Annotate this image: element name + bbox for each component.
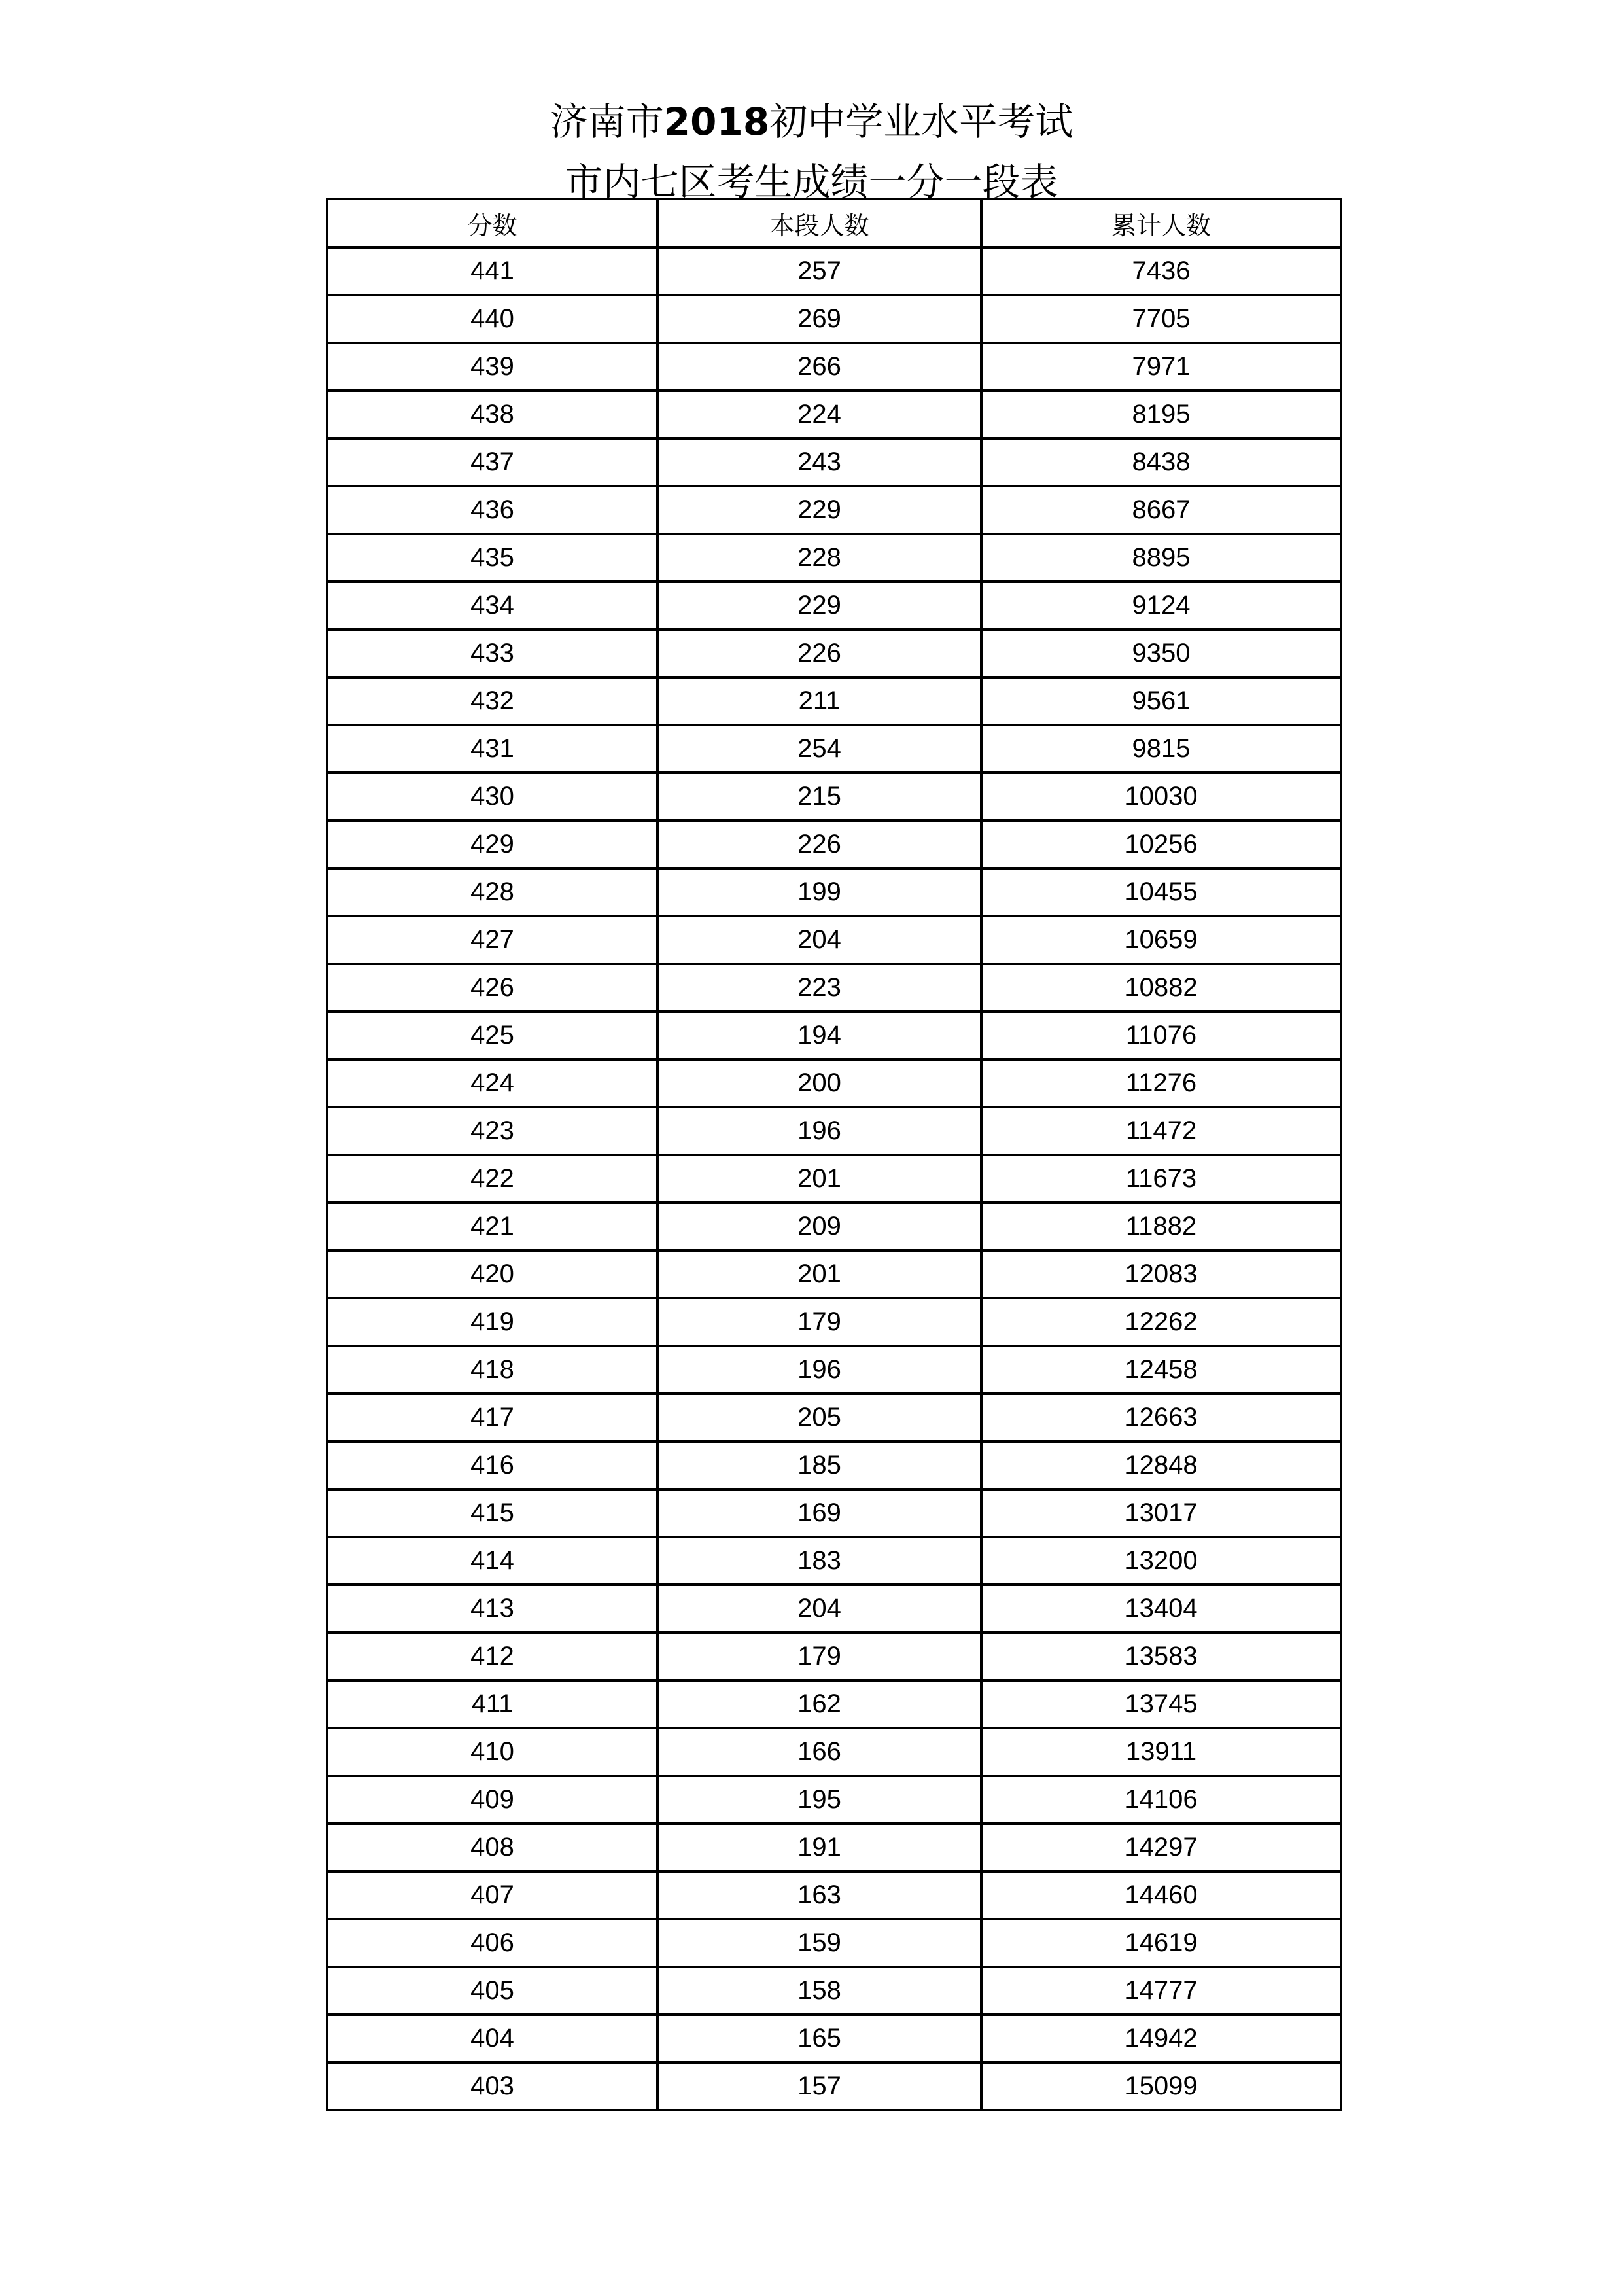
table-row (327, 295, 1341, 343)
cell-cumulative-count: 13017 (981, 1489, 1341, 1537)
cell-cumulative-count: 10659 (981, 916, 1341, 964)
cell-cumulative-count: 10256 (981, 821, 1341, 868)
table-row (327, 1059, 1341, 1107)
table-row (327, 391, 1341, 438)
table-row (327, 1441, 1341, 1489)
cell-segment-count: 199 (657, 868, 981, 916)
table-row (327, 1919, 1341, 1967)
cell-cumulative-count: 15099 (981, 2062, 1341, 2110)
score-distribution-table (326, 198, 1342, 2111)
cell-segment-count: 179 (657, 1633, 981, 1680)
cell-score: 435 (327, 534, 657, 582)
cell-cumulative-count: 8895 (981, 534, 1341, 582)
cell-segment-count: 194 (657, 1012, 981, 1059)
cell-cumulative-count: 9350 (981, 629, 1341, 677)
table-row (327, 486, 1341, 534)
cell-cumulative-count: 7705 (981, 295, 1341, 343)
cell-segment-count: 226 (657, 821, 981, 868)
cell-score: 438 (327, 391, 657, 438)
cell-segment-count: 204 (657, 1585, 981, 1633)
cell-score: 432 (327, 677, 657, 725)
cell-segment-count: 165 (657, 2015, 981, 2062)
cell-cumulative-count: 14619 (981, 1919, 1341, 1967)
table-body (327, 247, 1341, 2110)
cell-score: 436 (327, 486, 657, 534)
cell-segment-count: 201 (657, 1155, 981, 1203)
cell-score: 403 (327, 2062, 657, 2110)
table-row (327, 1728, 1341, 1776)
table-row (327, 1824, 1341, 1871)
table-row (327, 247, 1341, 295)
title-suffix: 初中学业水平考试 (769, 99, 1073, 144)
cell-segment-count: 215 (657, 773, 981, 821)
title-prefix: 济南市 (550, 99, 664, 144)
cell-cumulative-count: 11076 (981, 1012, 1341, 1059)
header-score: 分数 (327, 199, 657, 247)
cell-segment-count: 183 (657, 1537, 981, 1585)
cell-score: 411 (327, 1680, 657, 1728)
cell-score: 416 (327, 1441, 657, 1489)
cell-score: 421 (327, 1203, 657, 1250)
cell-segment-count: 201 (657, 1250, 981, 1298)
table-row (327, 868, 1341, 916)
cell-score: 427 (327, 916, 657, 964)
cell-score: 418 (327, 1346, 657, 1394)
cell-cumulative-count: 13404 (981, 1585, 1341, 1633)
cell-score: 420 (327, 1250, 657, 1298)
header-cumulative-count: 累计人数 (981, 199, 1341, 247)
cell-cumulative-count: 10030 (981, 773, 1341, 821)
cell-score: 433 (327, 629, 657, 677)
cell-score: 440 (327, 295, 657, 343)
cell-cumulative-count: 11673 (981, 1155, 1341, 1203)
cell-cumulative-count: 9561 (981, 677, 1341, 725)
table-row (327, 2015, 1341, 2062)
cell-cumulative-count: 13911 (981, 1728, 1341, 1776)
cell-score: 419 (327, 1298, 657, 1346)
cell-cumulative-count: 7971 (981, 343, 1341, 391)
cell-segment-count: 205 (657, 1394, 981, 1441)
cell-segment-count: 195 (657, 1776, 981, 1824)
cell-cumulative-count: 11276 (981, 1059, 1341, 1107)
cell-cumulative-count: 13745 (981, 1680, 1341, 1728)
cell-cumulative-count: 12663 (981, 1394, 1341, 1441)
cell-segment-count: 191 (657, 1824, 981, 1871)
cell-score: 412 (327, 1633, 657, 1680)
cell-segment-count: 179 (657, 1298, 981, 1346)
cell-score: 409 (327, 1776, 657, 1824)
cell-cumulative-count: 8667 (981, 486, 1341, 534)
cell-segment-count: 204 (657, 916, 981, 964)
cell-cumulative-count: 12083 (981, 1250, 1341, 1298)
cell-segment-count: 163 (657, 1871, 981, 1919)
table-row (327, 725, 1341, 773)
cell-score: 410 (327, 1728, 657, 1776)
table-row (327, 916, 1341, 964)
table-row (327, 582, 1341, 629)
cell-score: 441 (327, 247, 657, 295)
cell-cumulative-count: 10882 (981, 964, 1341, 1012)
table-row (327, 964, 1341, 1012)
cell-cumulative-count: 10455 (981, 868, 1341, 916)
title-line-2: 市内七区考生成绩一分一段表 (565, 160, 1058, 204)
table-row (327, 2062, 1341, 2110)
table-row (327, 1585, 1341, 1633)
cell-segment-count: 209 (657, 1203, 981, 1250)
cell-score: 428 (327, 868, 657, 916)
cell-segment-count: 224 (657, 391, 981, 438)
cell-segment-count: 196 (657, 1107, 981, 1155)
cell-segment-count: 185 (657, 1441, 981, 1489)
table-row (327, 629, 1341, 677)
cell-segment-count: 162 (657, 1680, 981, 1728)
cell-score: 426 (327, 964, 657, 1012)
cell-cumulative-count: 14106 (981, 1776, 1341, 1824)
table-row (327, 1250, 1341, 1298)
cell-cumulative-count: 12848 (981, 1441, 1341, 1489)
table-row (327, 1776, 1341, 1824)
table-row (327, 821, 1341, 868)
cell-segment-count: 269 (657, 295, 981, 343)
cell-segment-count: 200 (657, 1059, 981, 1107)
table-row (327, 534, 1341, 582)
cell-score: 408 (327, 1824, 657, 1871)
table-row (327, 1346, 1341, 1394)
cell-cumulative-count: 12458 (981, 1346, 1341, 1394)
cell-cumulative-count: 7436 (981, 247, 1341, 295)
cell-score: 413 (327, 1585, 657, 1633)
table-row (327, 343, 1341, 391)
cell-segment-count: 166 (657, 1728, 981, 1776)
cell-score: 430 (327, 773, 657, 821)
table-row (327, 1394, 1341, 1441)
cell-score: 404 (327, 2015, 657, 2062)
cell-segment-count: 257 (657, 247, 981, 295)
cell-score: 425 (327, 1012, 657, 1059)
document-title (0, 92, 1623, 212)
cell-segment-count: 243 (657, 438, 981, 486)
cell-segment-count: 157 (657, 2062, 981, 2110)
cell-segment-count: 196 (657, 1346, 981, 1394)
cell-cumulative-count: 14942 (981, 2015, 1341, 2062)
cell-segment-count: 229 (657, 486, 981, 534)
header-segment-count: 本段人数 (657, 199, 981, 247)
cell-score: 407 (327, 1871, 657, 1919)
table-row (327, 1155, 1341, 1203)
cell-segment-count: 223 (657, 964, 981, 1012)
cell-score: 415 (327, 1489, 657, 1537)
cell-cumulative-count: 14777 (981, 1967, 1341, 2015)
cell-score: 405 (327, 1967, 657, 2015)
table-row (327, 1967, 1341, 2015)
cell-cumulative-count: 14297 (981, 1824, 1341, 1871)
cell-cumulative-count: 13583 (981, 1633, 1341, 1680)
cell-score: 424 (327, 1059, 657, 1107)
table-row (327, 773, 1341, 821)
cell-segment-count: 169 (657, 1489, 981, 1537)
cell-cumulative-count: 13200 (981, 1537, 1341, 1585)
cell-score: 437 (327, 438, 657, 486)
table-row (327, 1298, 1341, 1346)
cell-segment-count: 158 (657, 1967, 981, 2015)
title-line-1 (0, 92, 1623, 152)
table-row (327, 1107, 1341, 1155)
cell-segment-count: 226 (657, 629, 981, 677)
table-row (327, 1489, 1341, 1537)
cell-segment-count: 159 (657, 1919, 981, 1967)
table-row (327, 1203, 1341, 1250)
cell-segment-count: 229 (657, 582, 981, 629)
cell-score: 439 (327, 343, 657, 391)
table-row (327, 1012, 1341, 1059)
table-row (327, 1537, 1341, 1585)
cell-cumulative-count: 11472 (981, 1107, 1341, 1155)
cell-cumulative-count: 14460 (981, 1871, 1341, 1919)
cell-cumulative-count: 8438 (981, 438, 1341, 486)
title-year: 2018 (663, 99, 770, 144)
cell-cumulative-count: 11882 (981, 1203, 1341, 1250)
cell-cumulative-count: 8195 (981, 391, 1341, 438)
cell-cumulative-count: 9815 (981, 725, 1341, 773)
cell-score: 423 (327, 1107, 657, 1155)
table-header-row (327, 199, 1341, 247)
table-row (327, 677, 1341, 725)
cell-segment-count: 254 (657, 725, 981, 773)
table-row (327, 1680, 1341, 1728)
table-row (327, 438, 1341, 486)
cell-cumulative-count: 12262 (981, 1298, 1341, 1346)
cell-score: 431 (327, 725, 657, 773)
table-row (327, 1871, 1341, 1919)
cell-score: 406 (327, 1919, 657, 1967)
cell-segment-count: 228 (657, 534, 981, 582)
cell-segment-count: 211 (657, 677, 981, 725)
cell-score: 422 (327, 1155, 657, 1203)
cell-score: 414 (327, 1537, 657, 1585)
cell-cumulative-count: 9124 (981, 582, 1341, 629)
cell-segment-count: 266 (657, 343, 981, 391)
cell-score: 434 (327, 582, 657, 629)
cell-score: 417 (327, 1394, 657, 1441)
table-row (327, 1633, 1341, 1680)
cell-score: 429 (327, 821, 657, 868)
